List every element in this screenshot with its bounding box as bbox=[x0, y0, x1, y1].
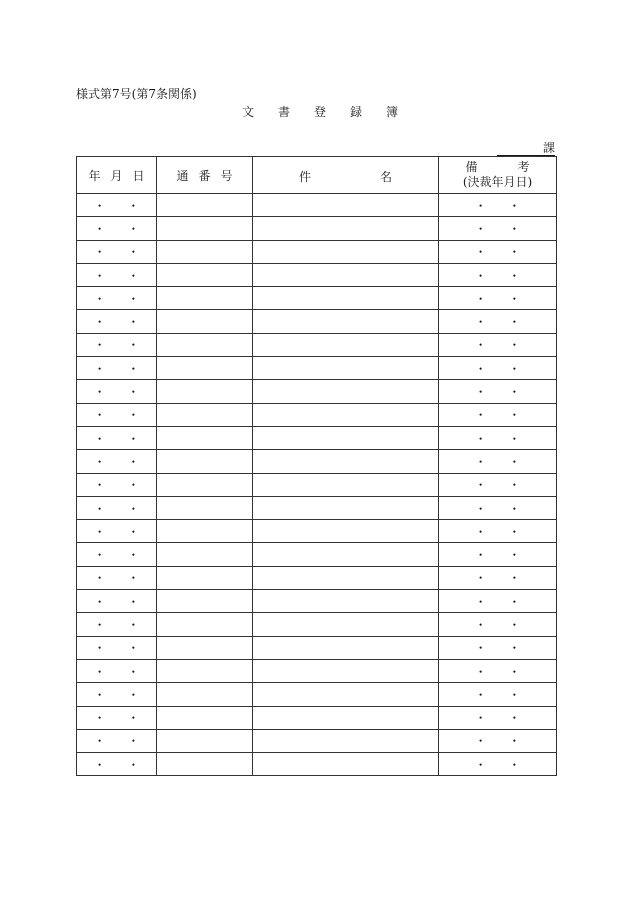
header-remarks bbox=[439, 157, 557, 194]
table-row bbox=[77, 194, 557, 217]
subject-cell[interactable] bbox=[253, 403, 439, 426]
subject-cell[interactable] bbox=[253, 263, 439, 286]
remarks-cell[interactable]: ・ ・ bbox=[439, 706, 557, 729]
remarks-cell[interactable]: ・ ・ bbox=[439, 473, 557, 496]
date-cell[interactable]: ・ ・ bbox=[77, 380, 157, 403]
table-row bbox=[77, 636, 557, 659]
table-row bbox=[77, 613, 557, 636]
remarks-cell[interactable]: ・ ・ bbox=[439, 240, 557, 263]
serial-number-cell[interactable] bbox=[157, 357, 253, 380]
subject-cell[interactable] bbox=[253, 310, 439, 333]
date-cell[interactable]: ・ ・ bbox=[77, 403, 157, 426]
subject-cell[interactable] bbox=[253, 380, 439, 403]
subject-cell[interactable] bbox=[253, 729, 439, 752]
date-cell[interactable]: ・ ・ bbox=[77, 729, 157, 752]
remarks-cell[interactable]: ・ ・ bbox=[439, 333, 557, 356]
title-char: 簿 bbox=[386, 105, 399, 119]
date-cell[interactable]: ・ ・ bbox=[77, 613, 157, 636]
serial-number-cell[interactable] bbox=[157, 240, 253, 263]
header-subject-char: 件 bbox=[299, 170, 312, 184]
serial-number-cell[interactable] bbox=[157, 683, 253, 706]
date-cell[interactable]: ・ ・ bbox=[77, 520, 157, 543]
header-serial-char: 通 bbox=[176, 168, 189, 183]
document-title bbox=[242, 103, 422, 120]
serial-number-cell[interactable] bbox=[157, 753, 253, 776]
date-cell[interactable]: ・ ・ bbox=[77, 566, 157, 589]
table-row bbox=[77, 659, 557, 682]
header-remarks-char: 備 bbox=[465, 160, 478, 174]
header-date-year: 年 bbox=[88, 168, 101, 183]
subject-cell[interactable] bbox=[253, 520, 439, 543]
table-row bbox=[77, 729, 557, 752]
table-row bbox=[77, 426, 557, 449]
table-row bbox=[77, 496, 557, 519]
subject-cell[interactable] bbox=[253, 706, 439, 729]
header-serial-number bbox=[157, 157, 253, 194]
subject-cell[interactable] bbox=[253, 613, 439, 636]
register-table bbox=[76, 156, 557, 776]
serial-number-cell[interactable] bbox=[157, 590, 253, 613]
serial-number-cell[interactable] bbox=[157, 426, 253, 449]
date-cell[interactable]: ・ ・ bbox=[77, 753, 157, 776]
date-cell[interactable]: ・ ・ bbox=[77, 287, 157, 310]
table-row bbox=[77, 357, 557, 380]
title-char: 登 bbox=[314, 105, 327, 119]
header-remarks-title bbox=[439, 160, 556, 175]
date-cell[interactable]: ・ ・ bbox=[77, 683, 157, 706]
serial-number-cell[interactable] bbox=[157, 403, 253, 426]
remarks-cell[interactable]: ・ ・ bbox=[439, 426, 557, 449]
table-row bbox=[77, 403, 557, 426]
serial-number-cell[interactable] bbox=[157, 543, 253, 566]
subject-cell[interactable] bbox=[253, 357, 439, 380]
table-row bbox=[77, 217, 557, 240]
remarks-cell[interactable]: ・ ・ bbox=[439, 263, 557, 286]
serial-number-cell[interactable] bbox=[157, 566, 253, 589]
table-row bbox=[77, 543, 557, 566]
date-cell[interactable]: ・ ・ bbox=[77, 659, 157, 682]
serial-number-cell[interactable] bbox=[157, 706, 253, 729]
remarks-cell[interactable]: ・ ・ bbox=[439, 450, 557, 473]
table-row bbox=[77, 333, 557, 356]
table-row bbox=[77, 753, 557, 776]
table-row bbox=[77, 450, 557, 473]
date-cell[interactable]: ・ ・ bbox=[77, 473, 157, 496]
serial-number-cell[interactable] bbox=[157, 659, 253, 682]
remarks-cell[interactable]: ・ ・ bbox=[439, 566, 557, 589]
header-subject bbox=[253, 157, 439, 194]
date-cell[interactable]: ・ ・ bbox=[77, 426, 157, 449]
date-cell[interactable]: ・ ・ bbox=[77, 357, 157, 380]
date-cell[interactable]: ・ ・ bbox=[77, 240, 157, 263]
remarks-cell[interactable]: ・ ・ bbox=[439, 590, 557, 613]
remarks-cell[interactable]: ・ ・ bbox=[439, 380, 557, 403]
date-cell[interactable]: ・ ・ bbox=[77, 590, 157, 613]
subject-cell[interactable] bbox=[253, 659, 439, 682]
table-row bbox=[77, 706, 557, 729]
serial-number-cell[interactable] bbox=[157, 333, 253, 356]
date-cell[interactable]: ・ ・ bbox=[77, 450, 157, 473]
serial-number-cell[interactable] bbox=[157, 520, 253, 543]
subject-cell[interactable] bbox=[253, 543, 439, 566]
remarks-cell[interactable]: ・ ・ bbox=[439, 217, 557, 240]
table-row bbox=[77, 287, 557, 310]
remarks-cell[interactable]: ・ ・ bbox=[439, 520, 557, 543]
register-rows bbox=[77, 194, 557, 776]
remarks-cell[interactable]: ・ ・ bbox=[439, 636, 557, 659]
remarks-cell[interactable]: ・ ・ bbox=[439, 683, 557, 706]
table-row bbox=[77, 263, 557, 286]
header-date-month: 月 bbox=[110, 168, 123, 183]
table-row bbox=[77, 566, 557, 589]
subject-cell[interactable] bbox=[253, 450, 439, 473]
serial-number-cell[interactable] bbox=[157, 613, 253, 636]
header-subject-char: 名 bbox=[379, 170, 392, 184]
date-cell[interactable]: ・ ・ bbox=[77, 636, 157, 659]
header-remarks-char: 考 bbox=[517, 160, 530, 174]
remarks-cell[interactable]: ・ ・ bbox=[439, 357, 557, 380]
serial-number-cell[interactable] bbox=[157, 636, 253, 659]
remarks-cell[interactable]: ・ ・ bbox=[439, 753, 557, 776]
serial-number-cell[interactable] bbox=[157, 380, 253, 403]
remarks-cell[interactable]: ・ ・ bbox=[439, 659, 557, 682]
remarks-cell[interactable]: ・ ・ bbox=[439, 613, 557, 636]
title-char: 録 bbox=[350, 105, 363, 119]
subject-cell[interactable] bbox=[253, 590, 439, 613]
date-cell[interactable]: ・ ・ bbox=[77, 217, 157, 240]
title-char: 書 bbox=[278, 105, 291, 119]
remarks-cell[interactable]: ・ ・ bbox=[439, 403, 557, 426]
subject-cell[interactable] bbox=[253, 287, 439, 310]
serial-number-cell[interactable] bbox=[157, 263, 253, 286]
date-cell[interactable]: ・ ・ bbox=[77, 194, 157, 217]
header-date bbox=[77, 157, 157, 194]
serial-number-cell[interactable] bbox=[157, 473, 253, 496]
date-cell[interactable]: ・ ・ bbox=[77, 496, 157, 519]
table-row bbox=[77, 590, 557, 613]
date-cell[interactable]: ・ ・ bbox=[77, 333, 157, 356]
header-date-day: 日 bbox=[132, 168, 145, 183]
remarks-cell[interactable]: ・ ・ bbox=[439, 496, 557, 519]
serial-number-cell[interactable] bbox=[157, 496, 253, 519]
header-row bbox=[77, 157, 557, 194]
date-cell[interactable]: ・ ・ bbox=[77, 310, 157, 333]
remarks-cell[interactable]: ・ ・ bbox=[439, 310, 557, 333]
header-remarks-sub: (決裁年月日) bbox=[462, 175, 533, 189]
remarks-cell[interactable]: ・ ・ bbox=[439, 543, 557, 566]
subject-cell[interactable] bbox=[253, 496, 439, 519]
table-row bbox=[77, 240, 557, 263]
date-cell[interactable]: ・ ・ bbox=[77, 706, 157, 729]
table-row bbox=[77, 473, 557, 496]
section-label: 課 bbox=[497, 141, 555, 156]
serial-number-cell[interactable] bbox=[157, 450, 253, 473]
date-cell[interactable]: ・ ・ bbox=[77, 543, 157, 566]
table-row bbox=[77, 520, 557, 543]
table-row bbox=[77, 380, 557, 403]
date-cell[interactable]: ・ ・ bbox=[77, 263, 157, 286]
subject-cell[interactable] bbox=[253, 473, 439, 496]
serial-number-cell[interactable] bbox=[157, 310, 253, 333]
remarks-cell[interactable]: ・ ・ bbox=[439, 287, 557, 310]
subject-cell[interactable] bbox=[253, 426, 439, 449]
remarks-cell[interactable]: ・ ・ bbox=[439, 729, 557, 752]
subject-cell[interactable] bbox=[253, 683, 439, 706]
serial-number-cell[interactable] bbox=[157, 287, 253, 310]
serial-number-cell[interactable] bbox=[157, 217, 253, 240]
title-char: 文 bbox=[242, 105, 255, 119]
subject-cell[interactable] bbox=[253, 217, 439, 240]
subject-cell[interactable] bbox=[253, 194, 439, 217]
form-number: 様式第7号(第7条関係) bbox=[76, 87, 197, 101]
subject-cell[interactable] bbox=[253, 636, 439, 659]
subject-cell[interactable] bbox=[253, 333, 439, 356]
header-serial-char: 号 bbox=[220, 168, 233, 183]
serial-number-cell[interactable] bbox=[157, 729, 253, 752]
subject-cell[interactable] bbox=[253, 240, 439, 263]
remarks-cell[interactable]: ・ ・ bbox=[439, 194, 557, 217]
table-row bbox=[77, 683, 557, 706]
header-serial-char: 番 bbox=[198, 168, 211, 183]
serial-number-cell[interactable] bbox=[157, 194, 253, 217]
subject-cell[interactable] bbox=[253, 753, 439, 776]
subject-cell[interactable] bbox=[253, 566, 439, 589]
table-row bbox=[77, 310, 557, 333]
